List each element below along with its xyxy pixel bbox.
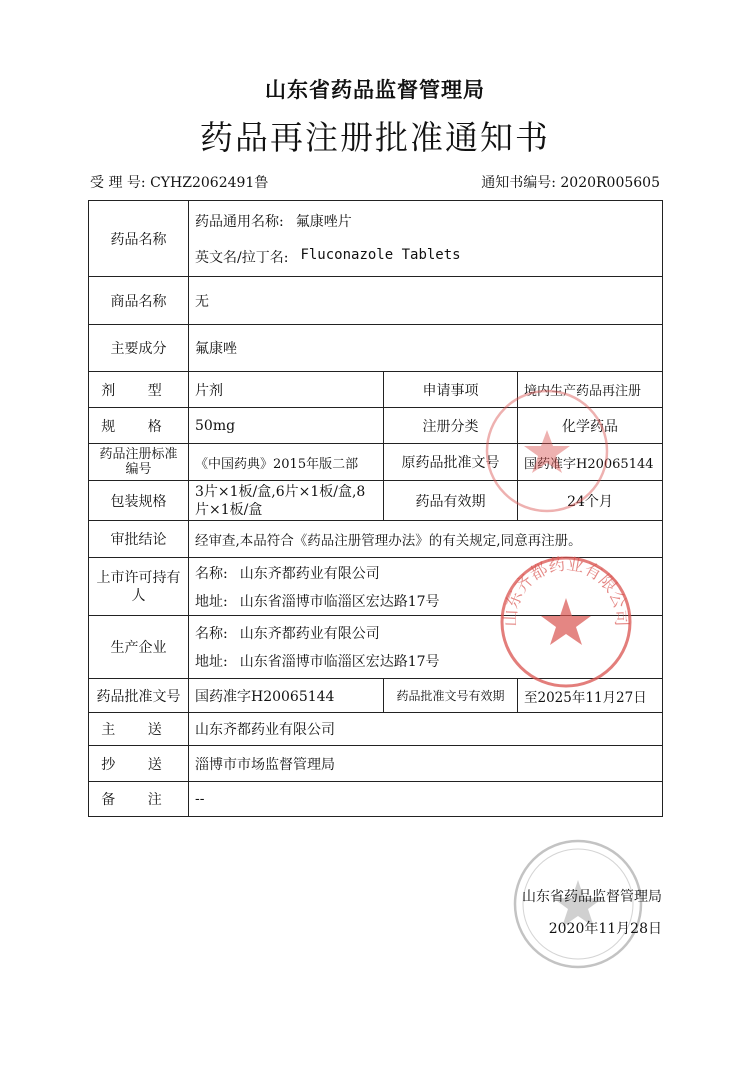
main-to: 山东齐都药业有限公司 [189, 713, 663, 746]
english-name-label: 英文名/拉丁名: [195, 249, 289, 266]
application-label: 申请事项 [384, 372, 518, 408]
english-name: Fluconazole Tablets [300, 246, 461, 263]
orig-approval: 国药准字H20065144 [518, 444, 663, 481]
acceptance-number [90, 172, 268, 192]
acceptance-number-label: 受 理 号: [90, 175, 146, 191]
approval-number-label: 药品批准文号 [89, 679, 189, 713]
mfr-name-label: 名称: [195, 626, 228, 642]
validity: 24个月 [518, 481, 663, 521]
table-row [89, 713, 663, 746]
conclusion: 经审查,本品符合《药品注册管理办法》的有关规定,同意再注册。 [189, 521, 663, 558]
generic-name: 氟康唑片 [295, 213, 352, 230]
table-row [89, 201, 663, 277]
mah-addr-label: 地址: [195, 593, 228, 610]
approval-valid: 至2025年11月27日 [518, 679, 663, 713]
spec: 50mg [189, 408, 384, 444]
trade-name: 无 [189, 277, 663, 325]
drug-name-cell [189, 201, 663, 277]
notice-number [481, 172, 660, 192]
mfr-name: 山东齐都药业有限公司 [239, 626, 380, 642]
drug-name-label: 药品名称 [89, 201, 189, 277]
issuing-authority: 山东省药品监督管理局 [265, 78, 485, 102]
validity-label: 药品有效期 [384, 481, 518, 521]
spec-label: 规 格 [89, 408, 189, 444]
mah-address: 山东省淄博市临淄区宏达路17号 [239, 593, 440, 610]
table-row [89, 782, 663, 817]
main-to-label: 主 送 [89, 713, 189, 746]
cc: 淄博市市场监督管理局 [189, 746, 663, 782]
mah-name-label: 名称: [195, 565, 228, 582]
ingredient: 氟康唑 [189, 325, 663, 372]
conclusion-label: 审批结论 [89, 521, 189, 558]
package: 3片×1板/盒,6片×1板/盒,8片×1板/盒 [189, 481, 384, 521]
issue-date: 2020年11月28日 [548, 921, 662, 937]
trade-name-label: 商品名称 [89, 277, 189, 325]
standard: 《中国药典》2015年版二部 [189, 444, 384, 481]
reg-category: 化学药品 [518, 408, 663, 444]
company-seal [496, 552, 636, 692]
seal-text: 山东齐都药业有限公司 [500, 554, 632, 627]
reg-category-label: 注册分类 [384, 408, 518, 444]
acceptance-number-value: CYHZ2062491鲁 [150, 175, 269, 191]
cc-label: 抄 送 [89, 746, 189, 782]
remark-label: 备 注 [89, 782, 189, 817]
star-icon [524, 430, 570, 473]
mah-name: 山东齐都药业有限公司 [239, 565, 380, 582]
mah-label: 上市许可持有人 [89, 558, 189, 616]
approval-number: 国药准字H20065144 [189, 679, 384, 713]
ingredient-label: 主要成分 [89, 325, 189, 372]
table-row [89, 746, 663, 782]
dosage-form: 片剂 [189, 372, 384, 408]
approval-valid-label: 药品批准文号有效期 [384, 679, 518, 713]
notice-number-value: 2020R005605 [560, 175, 660, 191]
star-icon [541, 598, 591, 645]
mfr-addr-label: 地址: [195, 654, 228, 670]
generic-name-label: 药品通用名称: [195, 213, 284, 230]
remark: -- [189, 782, 663, 817]
company-seal-partial [482, 386, 612, 516]
notice-number-label: 通知书编号: [481, 175, 556, 191]
mfr-address: 山东省淄博市临淄区宏达路17号 [239, 654, 440, 670]
standard-label: 药品注册标准编号 [89, 444, 189, 481]
package-label: 包装规格 [89, 481, 189, 521]
table-row [89, 325, 663, 372]
manufacturer-label: 生产企业 [89, 616, 189, 679]
issuer-signature: 山东省药品监督管理局 [522, 889, 662, 905]
orig-approval-label: 原药品批准文号 [384, 444, 518, 481]
table-row [89, 277, 663, 325]
application: 境内生产药品再注册 [518, 372, 663, 408]
dosage-form-label: 剂 型 [89, 372, 189, 408]
document-title: 药品再注册批准通知书 [200, 118, 550, 157]
